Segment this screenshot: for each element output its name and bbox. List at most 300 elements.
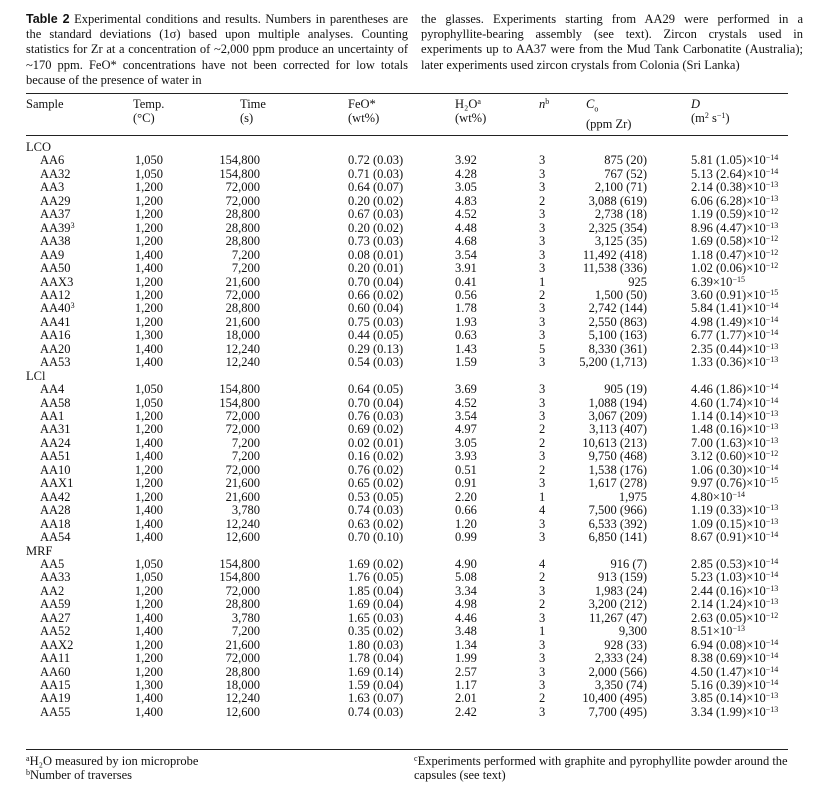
header-sample (26, 97, 64, 111)
cell-sample (40, 167, 71, 181)
cell-sample (40, 382, 64, 396)
table-row (0, 611, 813, 625)
table-row (0, 584, 813, 598)
cell-co: 928 (33) (604, 637, 647, 652)
table-row (0, 570, 813, 584)
cell-temp: 1,200 (134, 220, 163, 235)
cell-co: 2,100 (71) (594, 180, 647, 195)
cell-temp: 1,400 (134, 691, 163, 706)
table-row (0, 328, 813, 342)
cell-time: 154,800 (219, 153, 260, 168)
cell-sample (40, 557, 64, 571)
cell-sample-text: AA58 (40, 395, 71, 410)
cell-co: 1,538 (176) (588, 462, 647, 477)
cell-time: 28,800 (225, 301, 260, 316)
cell-co: 7,700 (495) (588, 704, 647, 719)
header-d-unit-part: (m (691, 111, 705, 125)
cell-d-exponent: −13 (765, 435, 779, 445)
header-co-unit: (ppm Zr) (586, 116, 632, 131)
header-d-label (691, 97, 730, 111)
header-feo (348, 97, 379, 125)
cell-feo: 0.44 (0.05) (348, 328, 404, 343)
cell-n: 1 (539, 274, 546, 289)
cell-sample (40, 503, 71, 517)
cell-sample (40, 234, 71, 248)
cell-feo: 0.70 (0.04) (348, 274, 404, 289)
cell-sample-text: AA39 (40, 220, 71, 235)
cell-h2o: 4.28 (455, 166, 477, 181)
cell-time: 12,240 (225, 341, 260, 356)
cell-d (691, 328, 778, 342)
cell-d-mantissa: 2.14 (0.38)×10 (691, 180, 766, 195)
cell-h2o: 0.56 (455, 287, 477, 302)
cell-sample (40, 678, 71, 692)
cell-time: 7,200 (231, 449, 260, 464)
cell-d-exponent: −13 (765, 691, 779, 701)
cell-time: 3,780 (231, 610, 260, 625)
cell-feo: 0.20 (0.02) (348, 193, 404, 208)
cell-sample (40, 651, 70, 665)
cell-d-mantissa: 8.67 (0.91)×10 (691, 530, 766, 545)
table-row (0, 449, 813, 463)
cell-d-mantissa: 4.46 (1.86)×10 (691, 382, 766, 397)
cell-d-exponent: −12 (765, 610, 779, 620)
cell-n: 3 (539, 704, 546, 719)
footnote-b (26, 768, 132, 782)
cell-sample-text: AA11 (40, 651, 71, 666)
cell-feo: 0.67 (0.03) (348, 207, 404, 222)
cell-d-mantissa: 6.77 (1.77)×10 (691, 328, 766, 343)
cell-d (691, 207, 778, 221)
table-row (0, 624, 813, 638)
header-temp-unit: (°C) (133, 111, 155, 125)
cell-temp: 1,200 (134, 462, 163, 477)
cell-co: 11,538 (336) (582, 261, 647, 276)
cell-sample (40, 315, 71, 329)
header-d (691, 97, 730, 125)
cell-h2o: 1.43 (455, 341, 477, 356)
cell-d-mantissa: 1.14 (0.14)×10 (691, 409, 766, 423)
cell-d-mantissa: 5.81 (1.05)×10 (691, 153, 766, 168)
cell-n: 2 (539, 462, 546, 477)
cell-d-exponent: −14 (765, 570, 779, 580)
cell-n: 3 (539, 651, 546, 666)
cell-time: 28,800 (225, 207, 260, 222)
cell-h2o: 2.20 (455, 489, 477, 504)
cell-d-exponent: −14 (765, 462, 779, 472)
cell-sample-text: AA29 (40, 193, 71, 208)
cell-sample-text: AA40 (40, 301, 71, 316)
cell-sample (40, 248, 64, 262)
cell-d (691, 355, 778, 369)
cell-n: 3 (539, 355, 546, 370)
cell-d-exponent: −14 (765, 651, 779, 661)
cell-temp: 1,400 (134, 704, 163, 719)
cell-d-mantissa: 8.51×10 (691, 624, 733, 639)
cell-d (691, 342, 778, 356)
cell-d-mantissa: 5.13 (2.64)×10 (691, 166, 766, 181)
cell-co: 10,613 (213) (582, 435, 647, 450)
cell-h2o: 0.91 (455, 476, 477, 491)
cell-feo: 0.08 (0.01) (348, 247, 404, 262)
cell-co: 6,533 (392) (588, 516, 647, 531)
table-row (0, 638, 813, 652)
table-row (0, 180, 813, 194)
cell-time: 12,240 (225, 691, 260, 706)
cell-temp: 1,400 (134, 341, 163, 356)
cell-d (691, 449, 778, 463)
cell-sample (40, 194, 71, 208)
cell-d-mantissa: 5.84 (1.41)×10 (691, 301, 766, 316)
cell-d-mantissa: 5.16 (0.39)×10 (691, 678, 766, 692)
footnote-b-mark: b (26, 768, 30, 777)
cell-co: 5,100 (163) (588, 328, 647, 343)
cell-d-mantissa: 3.12 (0.60)×10 (691, 449, 766, 464)
caption-right-column (421, 12, 803, 73)
cell-d-mantissa: 2.85 (0.53)×10 (691, 556, 766, 571)
cell-sample-text: AAX1 (40, 476, 74, 491)
cell-n: 3 (539, 610, 546, 625)
cell-feo: 0.63 (0.02) (348, 516, 404, 531)
cell-d (691, 315, 778, 329)
cell-d-exponent: −13 (765, 409, 779, 418)
cell-d-exponent: −13 (765, 341, 779, 351)
cell-sample (40, 180, 64, 194)
cell-feo: 0.76 (0.03) (348, 409, 404, 423)
cell-d (691, 570, 778, 584)
cell-temp: 1,050 (134, 382, 163, 397)
cell-d (691, 382, 778, 396)
cell-co: 925 (628, 274, 647, 289)
cell-sample-text: AA51 (40, 449, 71, 464)
cell-sample-text: AA10 (40, 462, 71, 477)
cell-feo: 0.71 (0.03) (348, 166, 404, 181)
cell-time: 28,800 (225, 664, 260, 679)
cell-temp: 1,400 (134, 261, 163, 276)
cell-sample (40, 275, 73, 289)
cell-h2o: 2.57 (455, 664, 477, 679)
cell-time: 7,200 (231, 624, 260, 639)
cell-d-exponent: −14 (765, 530, 779, 540)
table-row (0, 288, 813, 302)
cell-n: 3 (539, 261, 546, 276)
cell-d (691, 422, 778, 436)
cell-sample (40, 221, 75, 235)
cell-sample (40, 611, 71, 625)
cell-time: 3,780 (231, 503, 260, 518)
cell-n: 2 (539, 570, 546, 585)
cell-sample-text: AA59 (40, 597, 71, 612)
cell-d-mantissa: 1.02 (0.06)×10 (691, 261, 766, 276)
cell-feo: 0.76 (0.02) (348, 462, 404, 477)
cell-d-exponent: −13 (765, 516, 779, 526)
cell-feo: 1.59 (0.04) (348, 678, 404, 692)
header-co (586, 97, 631, 131)
cell-co: 875 (20) (604, 153, 647, 168)
cell-sample (40, 530, 71, 544)
cell-co: 2,738 (18) (594, 207, 647, 222)
cell-d-mantissa: 6.39×10 (691, 274, 733, 289)
cell-d (691, 665, 778, 679)
table-row (0, 234, 813, 248)
cell-time: 72,000 (225, 651, 260, 666)
cell-n: 2 (539, 193, 546, 208)
cell-n: 3 (539, 166, 546, 181)
cell-temp: 1,300 (134, 328, 163, 343)
cell-co: 2,550 (863) (588, 314, 647, 329)
cell-n: 2 (539, 287, 546, 302)
cell-h2o: 1.78 (455, 301, 477, 316)
header-co-text: C (586, 97, 595, 111)
cell-d-exponent: −14 (765, 664, 779, 674)
cell-n: 4 (539, 503, 546, 518)
cell-co: 2,742 (144) (588, 301, 647, 316)
cell-co: 7,500 (966) (588, 503, 647, 518)
cell-d-mantissa: 1.06 (0.30)×10 (691, 462, 766, 477)
cell-feo: 0.73 (0.03) (348, 234, 404, 249)
header-d-unit-part: ) (725, 111, 730, 125)
cell-time: 28,800 (225, 220, 260, 235)
table-row (0, 409, 813, 423)
cell-sample-text: AA2 (40, 583, 65, 598)
cell-time: 21,600 (225, 314, 260, 329)
header-co-subscript: o (594, 104, 599, 114)
cell-temp: 1,050 (134, 570, 163, 585)
cell-co: 3,350 (74) (594, 678, 647, 692)
cell-n: 3 (539, 234, 546, 249)
table-row (0, 396, 813, 410)
cell-d (691, 396, 778, 410)
cell-feo: 0.29 (0.13) (348, 341, 404, 356)
cell-sample-text: AA18 (40, 516, 71, 531)
cell-d (691, 288, 778, 302)
cell-n: 3 (539, 247, 546, 262)
cell-time: 154,800 (219, 395, 260, 410)
top-rule (26, 93, 788, 94)
cell-sample (40, 665, 71, 679)
cell-d (691, 651, 778, 665)
cell-d-mantissa: 8.38 (0.69)×10 (691, 651, 766, 666)
cell-feo: 0.65 (0.02) (348, 476, 404, 491)
caption-left-column (26, 12, 408, 88)
table-row (0, 517, 813, 531)
cell-sample (40, 422, 71, 436)
cell-time: 7,200 (231, 435, 260, 450)
header-n-footnote-mark: b (545, 97, 550, 106)
cell-time: 12,600 (225, 704, 260, 719)
cell-d-mantissa: 4.50 (1.47)×10 (691, 664, 766, 679)
cell-d-exponent: −14 (765, 395, 779, 405)
cell-sample (40, 355, 71, 369)
cell-h2o: 2.01 (455, 691, 477, 706)
cell-d-exponent: −12 (765, 207, 779, 217)
cell-co: 11,492 (418) (582, 247, 647, 262)
header-temp-label: Temp. (133, 97, 165, 111)
table-row (0, 597, 813, 611)
cell-n: 3 (539, 301, 546, 316)
cell-sample (40, 342, 71, 356)
cell-co: 10,400 (495) (582, 691, 647, 706)
cell-d (691, 490, 745, 504)
caption-text-right: the glasses. Experiments starting from AA29 were performed in a pyrophyllite-bearing assembly (see text). Zircon crystals used in experiments up to AA37 were from the Mud Tank Carbonatite (Australia); later experiments used zircon crystals from Colonia (Sri Lanka) (421, 12, 803, 72)
table-row (0, 422, 813, 436)
cell-sample-text: AA53 (40, 355, 71, 370)
cell-d-mantissa: 6.94 (0.08)×10 (691, 637, 766, 652)
cell-d-mantissa: 9.97 (0.76)×10 (691, 476, 766, 491)
cell-temp: 1,200 (134, 287, 163, 302)
footnote-c-text: Experiments performed with graphite and pyrophyllite powder around the capsules (see text) (414, 754, 788, 782)
cell-d-exponent: −13 (765, 704, 779, 714)
cell-co: 3,088 (619) (588, 193, 647, 208)
cell-sample (40, 517, 71, 531)
cell-co: 905 (19) (604, 382, 647, 397)
cell-time: 72,000 (225, 180, 260, 195)
cell-h2o: 3.05 (455, 435, 477, 450)
header-d-unit (691, 111, 730, 125)
cell-h2o: 4.52 (455, 207, 477, 222)
cell-d (691, 691, 778, 705)
cell-d-exponent: −14 (765, 678, 779, 687)
header-co-label (586, 97, 631, 117)
cell-co: 2,333 (24) (594, 651, 647, 666)
table-row (0, 463, 813, 477)
cell-d-mantissa: 4.98 (1.49)×10 (691, 314, 766, 329)
cell-co: 3,200 (212) (588, 597, 647, 612)
cell-temp: 1,200 (134, 664, 163, 679)
cell-n: 2 (539, 435, 546, 450)
table-row (0, 530, 813, 544)
cell-sample-text: AA1 (40, 409, 65, 423)
cell-sample-text: AA4 (40, 382, 65, 397)
table-row (0, 167, 813, 181)
cell-feo: 0.20 (0.01) (348, 261, 404, 276)
cell-time: 12,240 (225, 355, 260, 370)
cell-d (691, 530, 778, 544)
cell-d (691, 234, 778, 248)
cell-d-exponent: −14 (765, 301, 779, 311)
table-row (0, 207, 813, 221)
cell-d-exponent: −15 (732, 274, 745, 284)
cell-sample (40, 624, 71, 638)
cell-d-exponent: −14 (765, 166, 779, 176)
cell-time: 7,200 (231, 261, 260, 276)
cell-d (691, 248, 778, 262)
cell-temp: 1,200 (134, 234, 163, 249)
cell-d-exponent: −14 (765, 328, 779, 338)
cell-d (691, 584, 778, 598)
cell-sample-text: AA5 (40, 556, 65, 571)
cell-h2o: 0.66 (455, 503, 477, 518)
cell-n: 3 (539, 476, 546, 491)
table-row (0, 705, 813, 719)
cell-sample-footnote-mark: 3 (70, 220, 75, 230)
header-feo-unit: (wt%) (348, 111, 380, 125)
cell-d-mantissa: 2.14 (1.24)×10 (691, 597, 766, 612)
cell-d-exponent: −13 (765, 220, 779, 230)
cell-d-mantissa: 7.00 (1.63)×10 (691, 435, 766, 450)
cell-temp: 1,400 (134, 530, 163, 545)
header-h2o (455, 97, 486, 125)
table-row (0, 557, 813, 571)
cell-temp: 1,400 (134, 449, 163, 464)
cell-sample-text: AA3 (40, 180, 65, 195)
cell-time: 72,000 (225, 422, 260, 437)
cell-n: 3 (539, 516, 546, 531)
cell-feo: 1.80 (0.03) (348, 637, 404, 652)
cell-temp: 1,400 (134, 247, 163, 262)
cell-feo: 1.63 (0.07) (348, 691, 404, 706)
cell-co: 1,975 (618, 489, 647, 504)
cell-time: 28,800 (225, 597, 260, 612)
table-row (0, 261, 813, 275)
cell-feo: 0.75 (0.03) (348, 314, 404, 329)
cell-d-exponent: −14 (765, 314, 779, 324)
cell-h2o: 0.63 (455, 328, 477, 343)
cell-feo: 1.65 (0.03) (348, 610, 404, 625)
cell-sample (40, 705, 71, 719)
cell-sample (40, 396, 71, 410)
cell-n: 3 (539, 180, 546, 195)
cell-h2o: 3.91 (455, 261, 477, 276)
cell-d-mantissa: 4.80×10 (691, 489, 733, 504)
cell-co: 5,200 (1,713) (579, 355, 647, 370)
cell-h2o: 0.41 (455, 274, 477, 289)
cell-d (691, 167, 778, 181)
cell-temp: 1,200 (134, 422, 163, 437)
table-title: Table 2 (26, 12, 70, 26)
cell-temp: 1,200 (134, 583, 163, 598)
cell-sample-text: AA31 (40, 422, 71, 437)
cell-temp: 1,400 (134, 355, 163, 370)
cell-sample-text: AA15 (40, 678, 71, 692)
cell-temp: 1,050 (134, 395, 163, 410)
cell-d (691, 275, 745, 289)
cell-d-mantissa: 3.34 (1.99)×10 (691, 704, 766, 719)
cell-d-exponent: −15 (765, 476, 779, 486)
table-row (0, 651, 813, 665)
cell-n: 2 (539, 422, 546, 437)
cell-n: 3 (539, 207, 546, 222)
cell-d (691, 678, 778, 692)
cell-n: 4 (539, 556, 546, 571)
cell-d (691, 517, 778, 531)
cell-d (691, 409, 778, 423)
cell-time: 7,200 (231, 247, 260, 262)
cell-d-mantissa: 4.60 (1.74)×10 (691, 395, 766, 410)
cell-sample-text: AA20 (40, 341, 71, 356)
cell-d-exponent: −14 (765, 153, 779, 163)
cell-co: 1,983 (24) (594, 583, 647, 598)
cell-sample-text: AA19 (40, 691, 71, 706)
footnote-c-mark: c (414, 754, 418, 763)
header-d-unit-part: s (708, 111, 717, 125)
cell-co: 3,125 (35) (594, 234, 647, 249)
cell-sample-text: AA42 (40, 489, 71, 504)
cell-h2o: 1.99 (455, 651, 477, 666)
cell-co: 3,113 (407) (589, 422, 647, 437)
cell-sample-text: AA12 (40, 287, 71, 302)
cell-co: 2,000 (566) (588, 664, 647, 679)
cell-d (691, 194, 778, 208)
table-row (0, 665, 813, 679)
cell-d (691, 436, 778, 450)
cell-sample-text: AA50 (40, 261, 71, 276)
cell-sample (40, 207, 71, 221)
cell-d-exponent: −13 (765, 422, 779, 432)
cell-h2o: 4.52 (455, 395, 477, 410)
table-row (0, 301, 813, 315)
cell-d-mantissa: 3.60 (0.91)×10 (691, 287, 766, 302)
